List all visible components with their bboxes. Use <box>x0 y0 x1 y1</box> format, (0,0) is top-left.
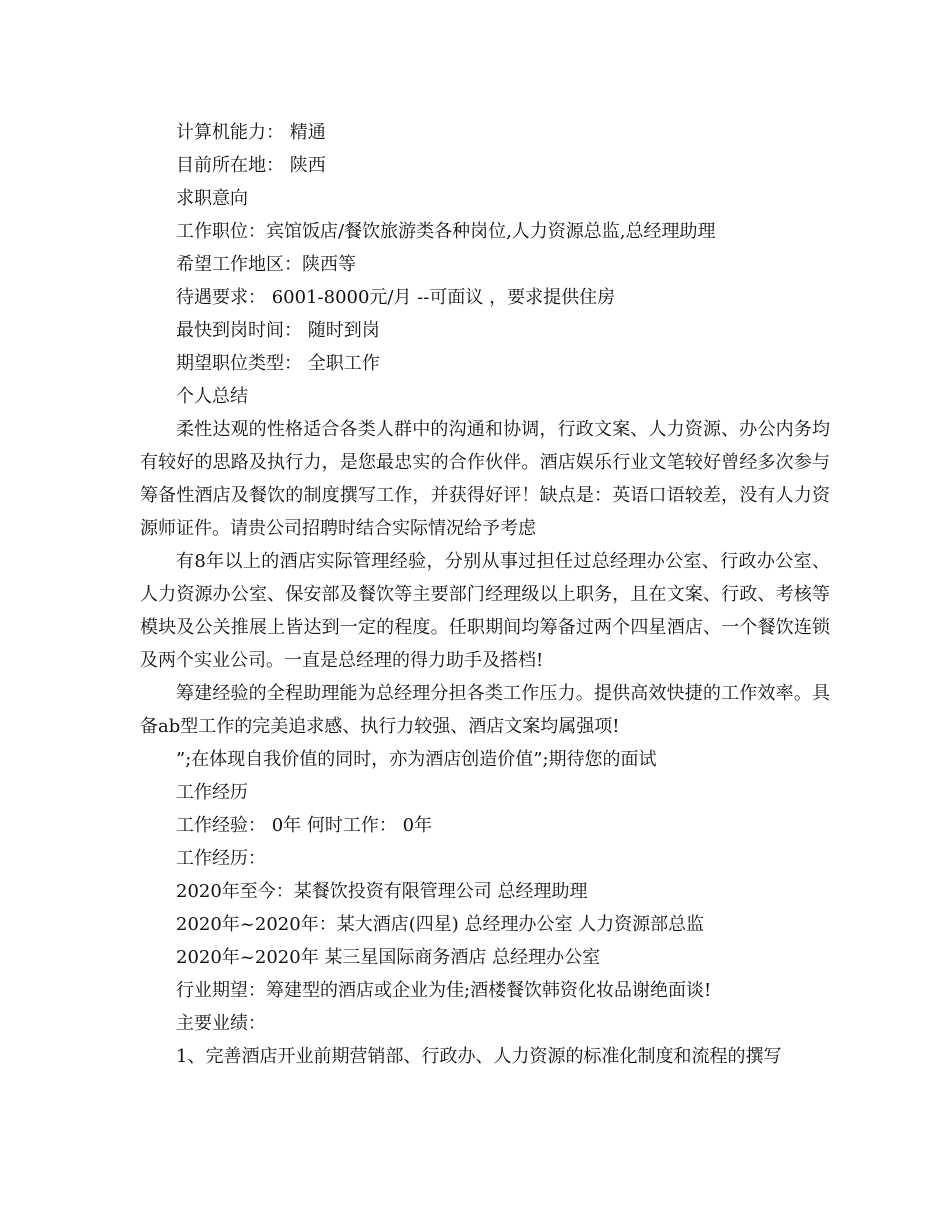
section-heading-job-intention: 求职意向 <box>176 188 248 209</box>
summary-paragraph-3: 筹建经验的全程助理能为总经理分担各类工作压力。提供高效快捷的工作效率。具备ab型工作的完美追求感、执行力较强、酒店文案均属强项! <box>140 683 830 737</box>
desired-region-line: 希望工作地区：陕西等 <box>176 254 356 275</box>
job-type-line: 期望职位类型： 全职工作 <box>176 353 380 374</box>
summary-paragraph-1: 柔性达观的性格适合各类人群中的沟通和协调，行政文案、人力资源、办公内务均有较好的思路及执行力，是您最忠实的合作伙伴。酒店娱乐行业文笔较好曾经多次参与筹备性酒店及餐饮的制度撰写工作，并获得好评！缺点是：英语口语较差，没有人力资源师证件。请贵公司招聘时结合实际情况给予考虑 <box>140 419 830 539</box>
job-entry-3: 2020年~2020年 某三星国际商务酒店 总经理办公室 <box>176 947 601 968</box>
resume-body <box>140 116 830 1073</box>
current-location-line: 目前所在地： 陕西 <box>176 155 326 176</box>
closing-quote-line: ”;在体现自我价值的同时，亦为酒店创造价值”;期待您的面试 <box>176 749 657 770</box>
work-experience-line: 工作经验： 0年 何时工作： 0年 <box>176 815 433 836</box>
earliest-start-line: 最快到岗时间： 随时到岗 <box>176 320 380 341</box>
section-heading-achievements: 主要业绩： <box>176 1013 266 1034</box>
desired-position-line: 工作职位：宾馆饭店/餐饮旅游类各种岗位,人力资源总监,总经理助理 <box>176 221 716 242</box>
industry-expectation-line: 行业期望：筹建型的酒店或企业为佳;酒楼餐饮韩资化妆品谢绝面谈! <box>176 980 712 1001</box>
job-entry-2: 2020年~2020年：某大酒店(四星) 总经理办公室 人力资源部总监 <box>176 914 705 935</box>
salary-requirement-line: 待遇要求： 6001-8000元/月 --可面议 ，要求提供住房 <box>176 287 616 308</box>
computer-skill-line: 计算机能力： 精通 <box>176 122 326 143</box>
achievement-item-1: 1、完善酒店开业前期营销部、行政办、人力资源的标准化制度和流程的撰写 <box>176 1046 782 1067</box>
summary-paragraph-2: 有8年以上的酒店实际管理经验，分别从事过担任过总经理办公室、行政办公室、人力资源办公室、保安部及餐饮等主要部门经理级以上职务，且在文案、行政、考核等模块及公关推展上皆达到一定的程度。任职期间均筹备过两个四星酒店、一个餐饮连锁及两个实业公司。一直是总经理的得力助手及搭档! <box>140 551 830 671</box>
section-heading-work-history: 工作经历 <box>176 782 248 803</box>
job-entry-1: 2020年至今：某餐饮投资有限管理公司 总经理助理 <box>176 881 588 902</box>
section-heading-personal-summary: 个人总结 <box>176 386 248 407</box>
work-history-label: 工作经历： <box>176 848 266 869</box>
